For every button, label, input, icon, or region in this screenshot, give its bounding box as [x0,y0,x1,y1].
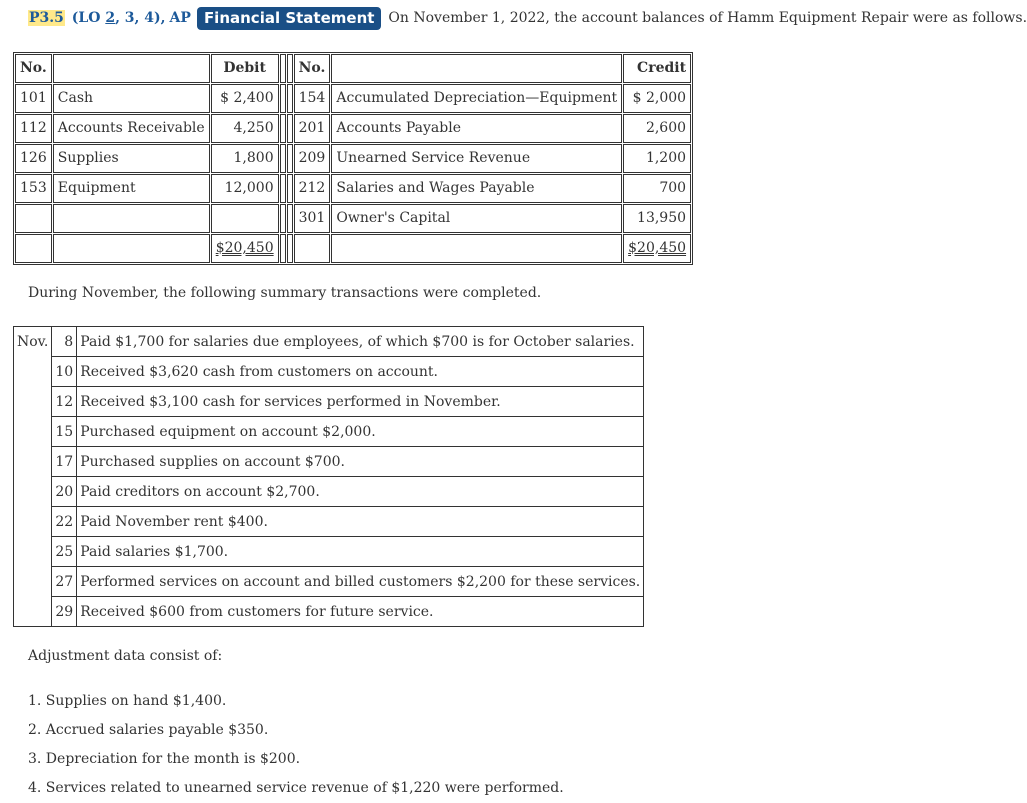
transaction-day: 25 [52,537,77,567]
account-no: 101 [15,84,52,113]
ap-label: AP [169,10,191,26]
transaction-day: 12 [52,387,77,417]
transaction-text: Paid November rent $400. [77,507,644,537]
col-header-account-2 [331,54,622,83]
credit-amount: 1,200 [623,144,691,173]
lo-rest: , 3, 4), [115,10,166,26]
account-name-2: Accumulated Depreciation—Equipment [331,84,622,113]
table-header-row [15,54,691,83]
credit-amount: 13,950 [623,204,691,233]
list-item: 4. Services related to unearned service revenue of $1,220 were performed. [28,780,564,796]
transactions-intro: During November, the following summary transactions were completed. [28,285,542,301]
account-no-2: 301 [294,204,331,233]
account-name-2: Accounts Payable [331,114,622,143]
transaction-day: 29 [52,597,77,627]
account-no [15,204,52,233]
table-row [14,597,644,627]
lo-prefix: (LO [71,10,106,26]
credit-amount: $ 2,000 [623,84,691,113]
table-row [14,327,644,357]
table-row [15,174,691,203]
debit-amount: 12,000 [211,174,279,203]
table-row [14,387,644,417]
table-row [14,507,644,537]
spacer-cell [287,54,293,83]
col-header-debit: Debit [211,54,279,83]
col-header-no: No. [15,54,52,83]
credit-amount: 2,600 [623,114,691,143]
transaction-text: Paid creditors on account $2,700. [77,477,644,507]
transaction-day: 22 [52,507,77,537]
table-row [15,204,691,233]
adjustments-list [28,687,564,803]
account-name-2: Salaries and Wages Payable [331,174,622,203]
account-balances-table [13,52,693,265]
transaction-text: Purchased equipment on account $2,000. [77,417,644,447]
total-debit: $20,450 [215,240,274,256]
debit-amount: $ 2,400 [211,84,279,113]
account-no: 126 [15,144,52,173]
transaction-day: 10 [52,357,77,387]
transaction-day: 17 [52,447,77,477]
list-item: 2. Accrued salaries payable $350. [28,722,269,738]
transaction-text: Purchased supplies on account $700. [77,447,644,477]
financial-statement-badge: Financial Statement [197,7,381,30]
account-name: Cash [53,84,210,113]
month-label: Nov. [14,327,52,357]
transaction-day: 20 [52,477,77,507]
intro-text: On November 1, 2022, the account balances of Hamm Equipment Repair were as follows. [388,10,1027,26]
col-header-credit: Credit [623,54,691,83]
transaction-text: Paid salaries $1,700. [77,537,644,567]
table-row [14,447,644,477]
transaction-day: 8 [52,327,77,357]
col-header-account [53,54,210,83]
list-item: 3. Depreciation for the month is $200. [28,751,301,767]
table-row [14,477,644,507]
list-item: 1. Supplies on hand $1,400. [28,693,227,709]
transaction-text: Paid $1,700 for salaries due employees, of which $700 is for October salaries. [77,327,644,357]
col-header-no-2: No. [294,54,331,83]
account-name: Equipment [53,174,210,203]
problem-header [28,6,1027,30]
table-row [15,114,691,143]
transaction-text: Received $600 from customers for future service. [77,597,644,627]
adjustments-intro: Adjustment data consist of: [28,648,223,664]
transaction-day: 27 [52,567,77,597]
table-row [15,144,691,173]
transactions-table [13,326,644,627]
account-name: Supplies [53,144,210,173]
account-name: Accounts Receivable [53,114,210,143]
problem-number: P3.5 [29,10,64,26]
account-no-2: 212 [294,174,331,203]
transaction-day: 15 [52,417,77,447]
totals-row [15,234,691,263]
account-name-2: Owner's Capital [331,204,622,233]
account-no-2: 201 [294,114,331,143]
total-credit: $20,450 [628,240,687,256]
transaction-text: Received $3,100 cash for services performed in November. [77,387,644,417]
transaction-text: Performed services on account and billed customers $2,200 for these services. [77,567,644,597]
account-no-2: 209 [294,144,331,173]
account-name-2: Unearned Service Revenue [331,144,622,173]
account-no: 153 [15,174,52,203]
table-row [14,417,644,447]
account-no: 112 [15,114,52,143]
transaction-text: Received $3,620 cash from customers on account. [77,357,644,387]
lo-first-link[interactable]: 2 [105,10,116,26]
debit-amount: 1,800 [211,144,279,173]
table-row [15,84,691,113]
account-name [53,204,210,233]
learning-objectives-link[interactable] [67,10,166,26]
account-no-2: 154 [294,84,331,113]
debit-amount: 4,250 [211,114,279,143]
table-row [14,537,644,567]
debit-amount [211,204,279,233]
spacer-cell [280,54,286,83]
table-row [14,567,644,597]
credit-amount: 700 [623,174,691,203]
table-row [14,357,644,387]
